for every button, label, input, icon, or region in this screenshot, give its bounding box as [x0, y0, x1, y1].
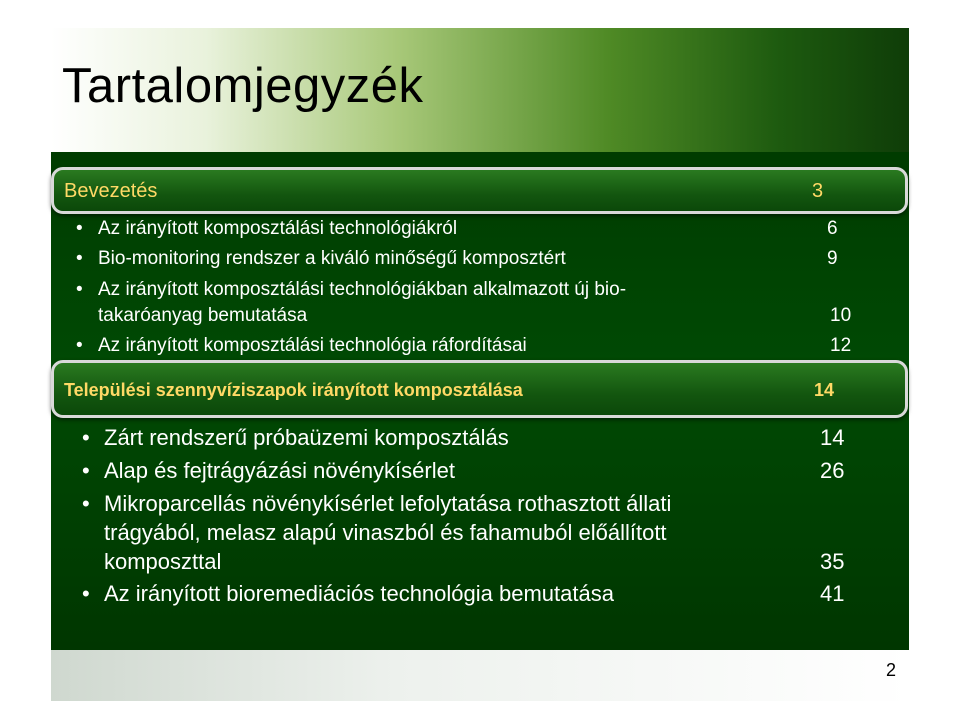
toc-item [76, 332, 876, 359]
toc-item-page: 9 [827, 248, 838, 269]
toc-item [76, 276, 876, 330]
section-title: Bevezetés [64, 180, 158, 202]
toc-item-page: 35 [820, 549, 845, 574]
slide-number: 2 [886, 660, 897, 680]
toc-item-text: Az irányított komposztálási technológiákról [98, 218, 458, 239]
toc-item-page: 10 [830, 305, 852, 326]
bullet-icon: • [76, 335, 83, 356]
toc-item-page: 14 [820, 425, 845, 450]
bullet-icon: • [82, 458, 90, 483]
toc-item-text: trágyából, melasz alapú vinaszból és fahamuból előállított [104, 520, 667, 545]
section-page-number: 3 [812, 180, 824, 202]
toc-item [82, 579, 882, 608]
toc-item [76, 245, 876, 272]
section-header-bevezetes [51, 167, 908, 214]
toc-item-text: Az irányított komposztálási technológia ráfordításai [98, 335, 527, 356]
toc-item-text: komposzttal [104, 549, 222, 574]
toc-item-page: 12 [830, 335, 852, 356]
bullet-icon: • [76, 248, 83, 269]
bullet-icon: • [82, 581, 90, 606]
toc-item-text: Mikroparcellás növénykísérlet lefolytatása rothasztott állati [104, 491, 672, 516]
toc-item [76, 215, 876, 242]
page-title: Tartalomjegyzék [62, 59, 424, 113]
toc-item-text: Bio-monitoring rendszer a kiváló minőségű komposztért [98, 248, 566, 269]
toc-item-text: Zárt rendszerű próbaüzemi komposztálás [104, 425, 509, 450]
bullet-icon: • [82, 491, 90, 516]
bullet-icon: • [76, 279, 83, 300]
toc-item-text: Alap és fejtrágyázási növénykísérlet [104, 458, 455, 483]
section-header-szennyviziszapok [51, 360, 908, 418]
section-page-number: 14 [814, 380, 835, 400]
toc-item [82, 489, 882, 576]
toc-item-page: 6 [827, 218, 838, 239]
bullet-icon: • [82, 425, 90, 450]
toc-item-text: takaróanyag bemutatása [98, 305, 308, 326]
toc-item [82, 423, 882, 452]
section-title: Települési szennyvíziszapok irányított komposztálása [64, 380, 523, 400]
footer-band [51, 650, 909, 701]
toc-item-page: 41 [820, 581, 845, 606]
toc-item-text: Az irányított bioremediációs technológia bemutatása [104, 581, 614, 606]
bullet-icon: • [76, 218, 83, 239]
toc-item-page: 26 [820, 458, 845, 483]
toc-item [82, 456, 882, 485]
toc-item-text: Az irányított komposztálási technológiákban alkalmazott új bio- [98, 279, 627, 300]
